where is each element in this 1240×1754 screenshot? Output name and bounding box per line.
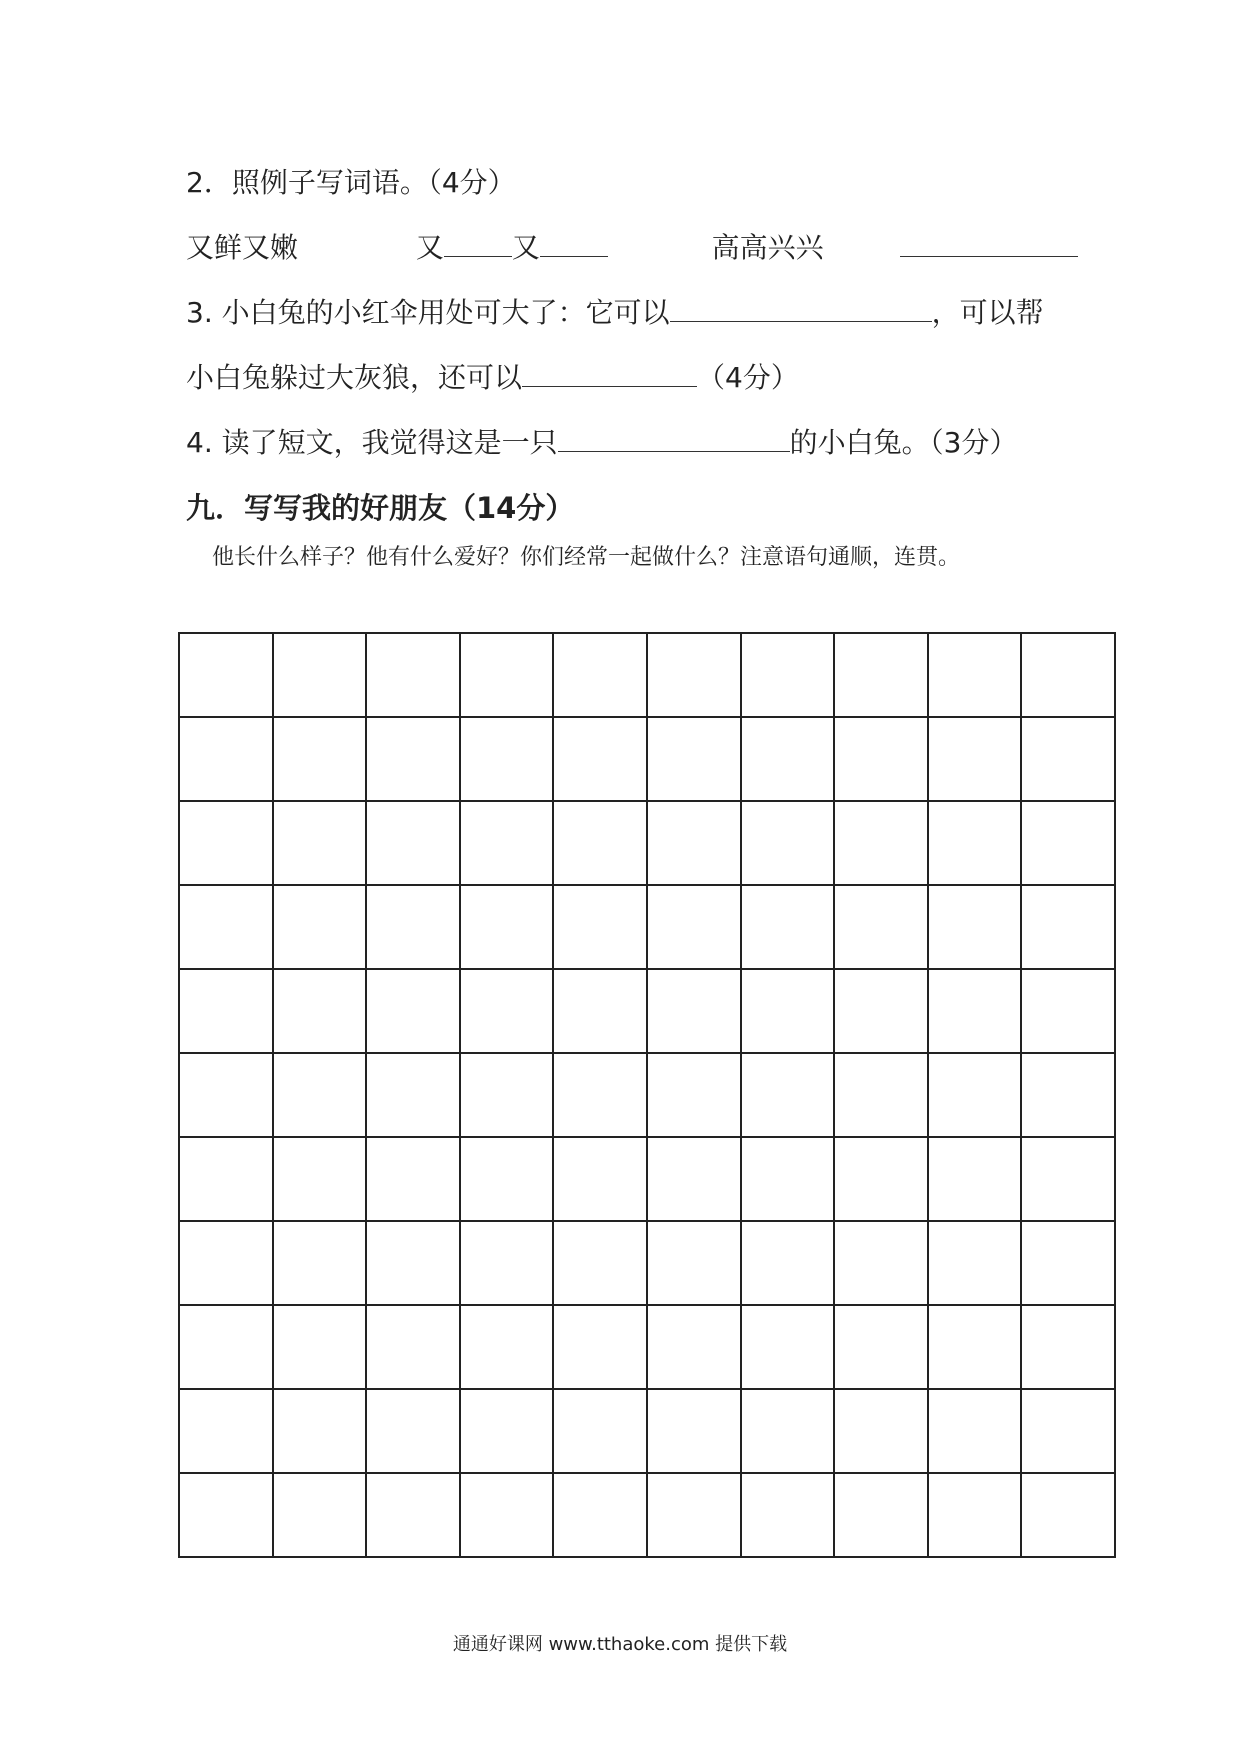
grid-cell[interactable] <box>648 1390 742 1474</box>
question-3-line-1: 3. 小白兔的小红伞用处可大了：它可以 ，可以帮 <box>186 296 1044 329</box>
grid-cell[interactable] <box>461 1138 555 1222</box>
answer-blank-4[interactable] <box>558 425 790 452</box>
fill-word-1-middle: 又 <box>511 231 540 264</box>
grid-cell[interactable] <box>274 718 368 802</box>
writing-grid <box>178 632 1116 1558</box>
grid-cell[interactable] <box>648 1474 742 1558</box>
grid-cell[interactable] <box>274 1390 368 1474</box>
grid-cell[interactable] <box>1022 634 1116 718</box>
grid-cell[interactable] <box>648 802 742 886</box>
grid-cell[interactable] <box>554 886 648 970</box>
fill-blank-1a[interactable] <box>444 230 512 257</box>
grid-cell[interactable] <box>648 718 742 802</box>
grid-cell[interactable] <box>742 718 836 802</box>
grid-cell[interactable] <box>835 1222 929 1306</box>
grid-cell[interactable] <box>180 634 274 718</box>
grid-cell[interactable] <box>1022 1390 1116 1474</box>
grid-cell[interactable] <box>554 970 648 1054</box>
grid-cell[interactable] <box>835 1306 929 1390</box>
grid-cell[interactable] <box>1022 1222 1116 1306</box>
grid-cell[interactable] <box>648 634 742 718</box>
grid-cell[interactable] <box>835 1474 929 1558</box>
grid-cell[interactable] <box>461 886 555 970</box>
grid-cell[interactable] <box>835 1138 929 1222</box>
section-9-heading: 九．写写我的好朋友（14分） <box>186 491 575 525</box>
grid-cell[interactable] <box>274 1306 368 1390</box>
grid-cell[interactable] <box>367 802 461 886</box>
grid-cell[interactable] <box>929 718 1023 802</box>
grid-cell[interactable] <box>367 970 461 1054</box>
grid-cell[interactable] <box>929 802 1023 886</box>
grid-cell[interactable] <box>274 802 368 886</box>
grid-cell[interactable] <box>274 634 368 718</box>
grid-cell[interactable] <box>180 1474 274 1558</box>
grid-cell[interactable] <box>367 718 461 802</box>
grid-cell[interactable] <box>367 886 461 970</box>
grid-cell[interactable] <box>742 802 836 886</box>
grid-cell[interactable] <box>461 1474 555 1558</box>
grid-cell[interactable] <box>180 1390 274 1474</box>
grid-cell[interactable] <box>367 1054 461 1138</box>
grid-cell[interactable] <box>274 886 368 970</box>
grid-cell[interactable] <box>742 1306 836 1390</box>
grid-cell[interactable] <box>929 970 1023 1054</box>
grid-cell[interactable] <box>180 1222 274 1306</box>
grid-cell[interactable] <box>461 1222 555 1306</box>
grid-cell[interactable] <box>1022 802 1116 886</box>
grid-cell[interactable] <box>742 1474 836 1558</box>
grid-cell[interactable] <box>274 1054 368 1138</box>
grid-cell[interactable] <box>367 1306 461 1390</box>
grid-cell[interactable] <box>274 1474 368 1558</box>
grid-cell[interactable] <box>554 1138 648 1222</box>
grid-cell[interactable] <box>835 1390 929 1474</box>
grid-cell[interactable] <box>1022 718 1116 802</box>
grid-cell[interactable] <box>929 1054 1023 1138</box>
grid-cell[interactable] <box>1022 1054 1116 1138</box>
grid-cell[interactable] <box>461 1306 555 1390</box>
grid-cell[interactable] <box>461 1390 555 1474</box>
grid-cell[interactable] <box>929 1390 1023 1474</box>
fill-word-1-prefix: 又 <box>415 231 444 264</box>
grid-cell[interactable] <box>835 886 929 970</box>
grid-cell[interactable] <box>180 718 274 802</box>
grid-cell[interactable] <box>461 634 555 718</box>
grid-cell[interactable] <box>1022 1138 1116 1222</box>
grid-cell[interactable] <box>461 718 555 802</box>
question-2-row <box>186 230 1078 266</box>
grid-cell[interactable] <box>180 1306 274 1390</box>
grid-cell[interactable] <box>929 1474 1023 1558</box>
grid-cell[interactable] <box>367 1390 461 1474</box>
grid-cell[interactable] <box>929 634 1023 718</box>
grid-cell[interactable] <box>835 718 929 802</box>
grid-cell[interactable] <box>554 634 648 718</box>
grid-cell[interactable] <box>367 1222 461 1306</box>
grid-cell[interactable] <box>742 634 836 718</box>
grid-cell[interactable] <box>367 1474 461 1558</box>
grid-cell[interactable] <box>461 970 555 1054</box>
grid-cell[interactable] <box>274 1222 368 1306</box>
grid-cell[interactable] <box>1022 1306 1116 1390</box>
answer-blank-3b[interactable] <box>522 360 697 387</box>
answer-blank-3a[interactable] <box>670 295 932 322</box>
grid-cell[interactable] <box>1022 1474 1116 1558</box>
question-2-title: 2．照例子写词语。（4分） <box>186 166 516 199</box>
grid-cell[interactable] <box>742 1054 836 1138</box>
fill-blank-2[interactable] <box>900 230 1078 257</box>
grid-cell[interactable] <box>648 1138 742 1222</box>
grid-cell[interactable] <box>835 970 929 1054</box>
grid-cell[interactable] <box>929 1138 1023 1222</box>
footer-credit: 通通好课网 www.tthaoke.com 提供下载 <box>452 1634 788 1655</box>
grid-cell[interactable] <box>461 1054 555 1138</box>
grid-cell[interactable] <box>180 1054 274 1138</box>
grid-cell[interactable] <box>367 634 461 718</box>
grid-cell[interactable] <box>742 1390 836 1474</box>
grid-cell[interactable] <box>274 1138 368 1222</box>
question-4-line: 4. 读了短文，我觉得这是一只 的小白兔。（3分） <box>186 426 1018 459</box>
question-3-line-2: 小白兔躲过大灰狼，还可以 （4分） <box>186 361 799 394</box>
grid-cell[interactable] <box>180 802 274 886</box>
grid-cell[interactable] <box>929 886 1023 970</box>
grid-cell[interactable] <box>742 970 836 1054</box>
grid-cell[interactable] <box>554 718 648 802</box>
grid-cell[interactable] <box>1022 886 1116 970</box>
grid-cell[interactable] <box>835 802 929 886</box>
grid-cell[interactable] <box>554 1474 648 1558</box>
grid-cell[interactable] <box>367 1138 461 1222</box>
grid-cell[interactable] <box>554 1390 648 1474</box>
grid-cell[interactable] <box>180 970 274 1054</box>
section-9-prompt: 他长什么样子？他有什么爱好？你们经常一起做什么？注意语句通顺，连贯。 <box>212 545 961 570</box>
grid-cell[interactable] <box>180 886 274 970</box>
grid-cell[interactable] <box>742 886 836 970</box>
grid-cell[interactable] <box>929 1306 1023 1390</box>
example-word-1: 又鲜又嫩 <box>186 231 299 264</box>
grid-cell[interactable] <box>1022 970 1116 1054</box>
grid-cell[interactable] <box>742 1222 836 1306</box>
fill-blank-1b[interactable] <box>540 230 608 257</box>
grid-cell[interactable] <box>835 634 929 718</box>
grid-cell[interactable] <box>648 970 742 1054</box>
grid-cell[interactable] <box>554 1306 648 1390</box>
grid-cell[interactable] <box>461 802 555 886</box>
grid-cell[interactable] <box>835 1054 929 1138</box>
grid-cell[interactable] <box>554 1222 648 1306</box>
grid-cell[interactable] <box>742 1138 836 1222</box>
grid-cell[interactable] <box>648 1054 742 1138</box>
grid-cell[interactable] <box>929 1222 1023 1306</box>
grid-cell[interactable] <box>648 1306 742 1390</box>
grid-cell[interactable] <box>554 802 648 886</box>
grid-cell[interactable] <box>648 1222 742 1306</box>
grid-cell[interactable] <box>648 886 742 970</box>
grid-cell[interactable] <box>274 970 368 1054</box>
example-word-2: 高高兴兴 <box>711 231 824 264</box>
grid-cell[interactable] <box>554 1054 648 1138</box>
grid-cell[interactable] <box>180 1138 274 1222</box>
